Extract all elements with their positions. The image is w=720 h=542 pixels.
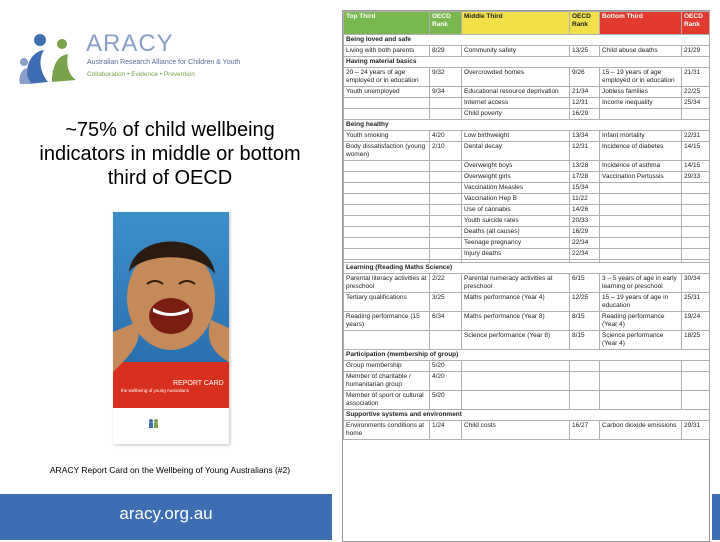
rank-cell [430,161,462,172]
rank-cell: 13/25 [570,46,600,57]
table-row [344,142,710,161]
rank-cell [682,238,710,249]
indicator-cell: Overcrowded homes [462,68,570,87]
table-row [344,372,710,391]
indicator-cell: Maths performance (Year 4) [462,293,570,312]
indicator-cell: Youth smoking [344,131,430,142]
rank-cell: 3/25 [430,293,462,312]
indicator-cell [462,391,570,410]
section-heading: Learning (Reading Maths Science) [344,263,710,274]
indicator-cell: Body dissatisfaction (young women) [344,142,430,161]
indicator-cell: Community safety [462,46,570,57]
footer-url-link[interactable]: aracy.org.au [119,504,213,523]
indicator-cell [600,216,682,227]
table-row [344,293,710,312]
rank-cell: 30/34 [682,274,710,293]
rank-cell: 6/34 [430,312,462,331]
table-row [344,131,710,142]
rank-cell: 22/34 [570,238,600,249]
indicator-cell: Incidence of asthma [600,161,682,172]
rank-cell: 14/26 [570,205,600,216]
rank-cell: 25/31 [682,293,710,312]
indicator-cell: Environments conditions at home [344,421,430,440]
rank-cell [430,249,462,260]
table-row [344,46,710,57]
cover-title: REPORT CARD [173,380,224,387]
cover-subtitle: the wellbeing of young Australians [121,388,190,393]
edge-accent-bar [712,494,720,540]
table-row [344,391,710,410]
table-row [344,194,710,205]
indicator-cell [344,216,430,227]
indicator-cell: Educational resource deprivation [462,87,570,98]
logo-tagline: Collaboration • Evidence • Prevention [87,71,195,78]
rank-cell: 8/29 [430,46,462,57]
indicator-cell: 15 – 19 years of age employed or in education [600,68,682,87]
rank-cell [682,183,710,194]
rank-cell [570,372,600,391]
rank-cell [682,361,710,372]
rank-cell [430,172,462,183]
rank-cell [430,227,462,238]
rank-cell: 14/15 [682,161,710,172]
indicator-cell: Vaccination Pertussis [600,172,682,183]
table-section-row [344,410,710,421]
rank-cell: 29/33 [682,172,710,183]
rank-cell: 11/22 [570,194,600,205]
rank-cell [682,227,710,238]
indicator-cell: Maths performance (Year 8) [462,312,570,331]
indicator-cell: Group membership [344,361,430,372]
rank-cell [430,183,462,194]
indicator-cell [344,183,430,194]
rank-cell: 4/20 [430,131,462,142]
header-oecd-rank-bottom: OECD Rank [682,12,710,35]
header-middle-third: Middle Third [462,12,570,35]
table-row [344,161,710,172]
rank-cell: 16/27 [570,421,600,440]
indicator-cell: Incidence of diabetes [600,142,682,161]
rank-cell: 15/34 [570,183,600,194]
rank-cell [682,216,710,227]
table-section-row [344,263,710,274]
indicator-cell [600,391,682,410]
indicator-cell [344,98,430,109]
indicator-cell: Vaccination Hep B [462,194,570,205]
indicator-cell [600,205,682,216]
indicator-cell [600,249,682,260]
rank-cell: 2/22 [430,274,462,293]
section-heading: Supportive systems and environment [344,410,710,421]
rank-cell: 8/15 [570,331,600,350]
indicator-cell [600,183,682,194]
slide-headline: ~75% of child wellbeing indicators in middle or bottom third of OECD [39,119,301,189]
rank-cell: 13/28 [570,161,600,172]
table-section-row [344,57,710,68]
rank-cell [682,372,710,391]
indicator-cell: 3 – 5 years of age in early learning or preschool [600,274,682,293]
indicator-cell: 20 – 24 years of age employed or in education [344,68,430,87]
section-heading: Being healthy [344,120,710,131]
indicator-cell: Youth unemployed [344,87,430,98]
indicator-cell [344,194,430,205]
table-section-row [344,35,710,46]
rank-cell [682,109,710,120]
rank-cell: 29/31 [682,421,710,440]
rank-cell: 4/20 [430,372,462,391]
table-row [344,421,710,440]
rank-cell: 22/31 [682,131,710,142]
indicator-cell: Parental literacy activities at preschool [344,274,430,293]
indicator-cell: Reading performance (15 years) [344,312,430,331]
indicator-cell: Overweight boys [462,161,570,172]
rank-cell [682,205,710,216]
table-row [344,172,710,183]
cover-caption: ARACY Report Card on the Wellbeing of Young Australians (#2) [49,465,291,475]
logo-name: ARACY [86,30,174,57]
table-row [344,98,710,109]
table-row [344,227,710,238]
indicator-cell: Use of cannabis [462,205,570,216]
table-header-row [344,12,710,35]
indicator-cell: Low birthweight [462,131,570,142]
indicator-cell [344,205,430,216]
indicator-cell [344,161,430,172]
table-row [344,109,710,120]
rank-cell [430,98,462,109]
indicator-cell: Income inequality [600,98,682,109]
rank-cell: 12/31 [570,142,600,161]
oecd-ranking-table [342,10,710,542]
rank-cell: 14/15 [682,142,710,161]
rank-cell: 22/34 [570,249,600,260]
rank-cell: 1/24 [430,421,462,440]
indicator-cell: Overweight girls [462,172,570,183]
indicator-cell [344,109,430,120]
table-row [344,361,710,372]
indicator-cell: Tertiary qualifications [344,293,430,312]
rank-cell [570,361,600,372]
indicator-cell: Dental decay [462,142,570,161]
section-heading: Having material basics [344,57,710,68]
indicator-cell: Reading performance (Year 4) [600,312,682,331]
table-row [344,205,710,216]
rank-cell: 2/10 [430,142,462,161]
table-row [344,249,710,260]
header-bottom-third: Bottom Third [600,12,682,35]
indicator-cell: Living with both parents [344,46,430,57]
indicator-cell: Parental numeracy activities at preschool [462,274,570,293]
ranking-table [343,11,710,440]
indicator-cell: Child abuse deaths [600,46,682,57]
header-oecd-rank-top: OECD Rank [430,12,462,35]
indicator-cell: Vaccination Measles [462,183,570,194]
table-row [344,216,710,227]
indicator-cell [344,227,430,238]
indicator-cell [344,172,430,183]
table-row [344,68,710,87]
section-heading: Participation (membership of group) [344,350,710,361]
table-row [344,238,710,249]
rank-cell: 16/29 [570,109,600,120]
rank-cell: 6/15 [570,274,600,293]
rank-cell: 18/25 [682,331,710,350]
indicator-cell [462,372,570,391]
rank-cell: 20/33 [570,216,600,227]
rank-cell [430,109,462,120]
rank-cell [682,391,710,410]
header-oecd-rank-middle: OECD Rank [570,12,600,35]
table-section-row [344,120,710,131]
indicator-cell: Deaths (all causes) [462,227,570,238]
rank-cell [682,249,710,260]
rank-cell: 21/29 [682,46,710,57]
rank-cell: 25/34 [682,98,710,109]
rank-cell [430,331,462,350]
section-heading: Being loved and safe [344,35,710,46]
indicator-cell [344,238,430,249]
indicator-cell: Member of sport or cultural association [344,391,430,410]
logo-subtitle: Australian Research Alliance for Children & Youth [87,59,241,66]
indicator-cell: Carbon dioxide emissions [600,421,682,440]
indicator-cell [600,238,682,249]
child-photo-icon [113,212,229,444]
indicator-cell: Jobless families [600,87,682,98]
indicator-cell: Teenage pregnancy [462,238,570,249]
aracy-small-logo-icon [147,418,159,428]
table-section-row [344,350,710,361]
rank-cell [430,194,462,205]
indicator-cell [462,361,570,372]
rank-cell: 5/20 [430,361,462,372]
rank-cell: 8/15 [570,312,600,331]
indicator-cell: Youth suicide rates [462,216,570,227]
indicator-cell: Internet access [462,98,570,109]
table-row [344,312,710,331]
rank-cell: 21/34 [570,87,600,98]
indicator-cell: Member of charitable / humanitarian group [344,372,430,391]
report-cover-image [113,212,229,444]
indicator-cell [600,227,682,238]
rank-cell: 13/34 [570,131,600,142]
rank-cell [430,238,462,249]
indicator-cell: Child costs [462,421,570,440]
indicator-cell [344,331,430,350]
table-row [344,331,710,350]
rank-cell: 19/24 [682,312,710,331]
rank-cell: 17/28 [570,172,600,183]
aracy-figures-icon [18,32,80,88]
indicator-cell: Child poverty [462,109,570,120]
rank-cell: 9/32 [430,68,462,87]
rank-cell [430,216,462,227]
indicator-cell [600,361,682,372]
rank-cell [430,205,462,216]
rank-cell [682,194,710,205]
cover-logo [147,418,211,432]
indicator-cell [600,109,682,120]
indicator-cell [600,194,682,205]
aracy-logo [18,28,318,92]
footer-bar [0,494,332,540]
indicator-cell: Science performance (Year 8) [462,331,570,350]
indicator-cell: 15 – 19 years of age in education [600,293,682,312]
indicator-cell: Infant mortality [600,131,682,142]
table-row [344,183,710,194]
rank-cell: 9/34 [430,87,462,98]
rank-cell [570,391,600,410]
header-top-third: Top Third [344,12,430,35]
table-row [344,87,710,98]
indicator-cell [600,372,682,391]
rank-cell: 16/29 [570,227,600,238]
table-row [344,274,710,293]
rank-cell: 12/31 [570,98,600,109]
rank-cell: 9/26 [570,68,600,87]
rank-cell: 5/20 [430,391,462,410]
indicator-cell: Science performance (Year 4) [600,331,682,350]
indicator-cell [344,249,430,260]
indicator-cell: Injury deaths [462,249,570,260]
rank-cell: 22/25 [682,87,710,98]
rank-cell: 21/31 [682,68,710,87]
rank-cell: 12/25 [570,293,600,312]
